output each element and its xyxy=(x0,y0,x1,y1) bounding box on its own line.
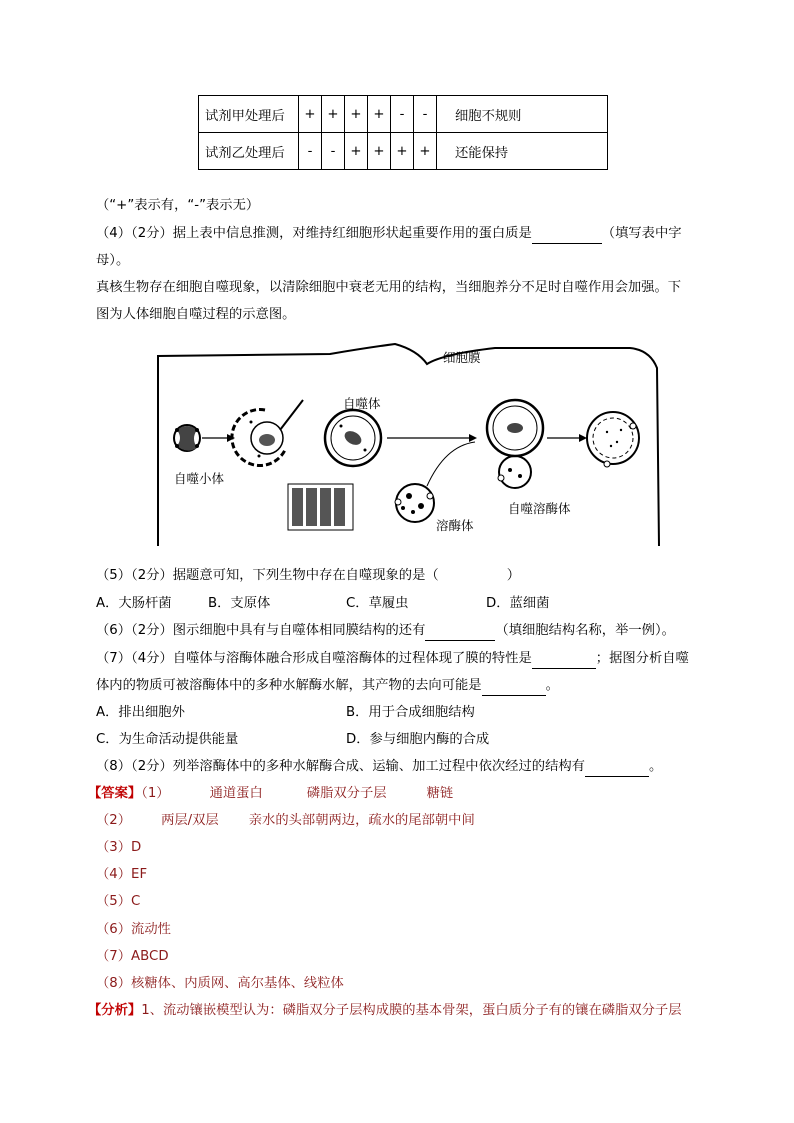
table-cell: + xyxy=(391,133,414,170)
autophagosome-icon xyxy=(325,410,381,466)
label-membrane: 细胞膜 xyxy=(443,350,481,365)
q5-text: （5）（2分）据题意可知，下列生物中存在自噬现象的是（ xyxy=(96,568,439,583)
answer-num: （1） xyxy=(141,786,170,801)
table-row xyxy=(199,133,608,170)
table-cell: + xyxy=(299,96,322,133)
q7-option: A．排出细胞外 xyxy=(96,705,185,720)
lysosome-icon xyxy=(395,484,434,522)
q7-text: 。 xyxy=(545,678,559,693)
q5-option: A．大肠杆菌 xyxy=(96,596,172,611)
q5-close: ） xyxy=(506,568,520,583)
answer-item: 亲水的头部朝两边，疏水的尾部朝中间 xyxy=(248,813,475,828)
answer-num: （2） xyxy=(96,813,132,828)
table-row xyxy=(199,96,608,133)
intro-line: 图为人体细胞自噬过程的示意图。 xyxy=(96,307,296,322)
table-cell: - xyxy=(299,133,322,170)
answer-blank xyxy=(532,653,596,669)
table-cell: - xyxy=(322,133,345,170)
phagophore-icon xyxy=(174,425,200,451)
q7-option: C．为生命活动提供能量 xyxy=(96,732,239,747)
autophagy-diagram xyxy=(155,338,663,548)
answer-line-3: （3）D xyxy=(96,840,142,855)
table-cell: + xyxy=(368,96,391,133)
q6-text: （6）（2分）图示细胞中具有与自噬体相同膜结构的还有 xyxy=(96,623,426,638)
degraded-vesicle-icon xyxy=(587,412,639,467)
question-8 xyxy=(96,757,662,777)
table-cell: + xyxy=(368,133,391,170)
mitochondria-stack-icon xyxy=(288,484,353,530)
q4-text-cont: 母）。 xyxy=(96,253,130,268)
result-table xyxy=(198,95,608,170)
answer-item: 两层/双层 xyxy=(161,813,219,828)
table-cell: + xyxy=(345,133,368,170)
q4-text: （填写表中字 xyxy=(601,226,682,241)
q6-text: （填细胞结构名称，举一例）。 xyxy=(495,623,675,638)
answer-blank xyxy=(532,228,602,244)
analysis-tag: 【分析】 xyxy=(88,1003,142,1018)
label-autolysosome: 自噬溶酶体 xyxy=(508,501,571,516)
q7-text: （7）（4分）自噬体与溶酶体融合形成自噬溶酶体的过程体现了膜的特性是 xyxy=(96,651,532,666)
q8-text: （8）（2分）列举溶酶体中的多种水解酶合成、运输、加工过程中依次经过的结构有 xyxy=(96,759,585,774)
analysis-text: 1、流动镶嵌模型认为：磷脂双分子层构成膜的基本骨架，蛋白质分子有的镶在磷脂双分子层 xyxy=(141,1003,682,1018)
answer-line-6: （6）流动性 xyxy=(96,922,171,937)
legend-note: （“+”表示有，“-”表示无） xyxy=(96,198,260,213)
answer-blank xyxy=(425,625,495,641)
label-phagophore: 自噬小体 xyxy=(174,471,225,486)
question-5 xyxy=(96,566,520,586)
question-7-cont xyxy=(96,676,559,696)
answer-item: 磷脂双分子层 xyxy=(306,786,387,801)
autolysosome-icon xyxy=(487,400,543,488)
table-cell: - xyxy=(391,96,414,133)
q7-option: B．用于合成细胞结构 xyxy=(346,705,475,720)
table-cell: + xyxy=(345,96,368,133)
answer-item: 糖链 xyxy=(426,786,454,801)
q7-option: D．参与细胞内酶的合成 xyxy=(346,732,490,747)
intro-line: 真核生物存在细胞自噬现象，以清除细胞中衰老无用的结构，当细胞养分不足时自噬作用会加强。下 xyxy=(96,280,682,295)
label-lysosome: 溶酶体 xyxy=(436,518,474,533)
answer-tag: 【答案】 xyxy=(88,786,142,801)
row-label: 试剂乙处理后 xyxy=(199,133,299,170)
table-cell: - xyxy=(414,96,437,133)
answer-line-1 xyxy=(88,784,453,804)
question-4 xyxy=(96,224,682,244)
answer-blank xyxy=(585,761,649,777)
answer-line-5: （5）C xyxy=(96,894,141,909)
question-6 xyxy=(96,621,675,641)
answer-line-2 xyxy=(96,811,475,831)
q5-option: D．蓝细菌 xyxy=(486,596,550,611)
answer-line-7: （7）ABCD xyxy=(96,949,169,964)
analysis-line xyxy=(88,1001,682,1021)
answer-item: 通道蛋白 xyxy=(209,786,263,801)
label-autophagosome: 自噬体 xyxy=(343,396,381,411)
row-result: 还能保持 xyxy=(437,133,608,170)
engulfing-icon xyxy=(232,400,303,466)
q7-text: ；据图分析自噬 xyxy=(595,651,689,666)
q5-option: C．草履虫 xyxy=(346,596,409,611)
answer-line-8: （8）核糖体、内质网、高尔基体、线粒体 xyxy=(96,976,344,991)
q4-text: （4）（2分）据上表中信息推测，对维持红细胞形状起重要作用的蛋白质是 xyxy=(96,226,532,241)
question-7 xyxy=(96,649,689,669)
q8-text: 。 xyxy=(648,759,663,774)
answer-blank xyxy=(482,680,546,696)
row-label: 试剂甲处理后 xyxy=(199,96,299,133)
q5-option: B．支原体 xyxy=(208,596,271,611)
answer-line-4: （4）EF xyxy=(96,867,148,882)
table-cell: + xyxy=(322,96,345,133)
row-result: 细胞不规则 xyxy=(437,96,608,133)
table-cell: + xyxy=(414,133,437,170)
q7-text: 体内的物质可被溶酶体中的多种水解酶水解，其产物的去向可能是 xyxy=(96,678,482,693)
